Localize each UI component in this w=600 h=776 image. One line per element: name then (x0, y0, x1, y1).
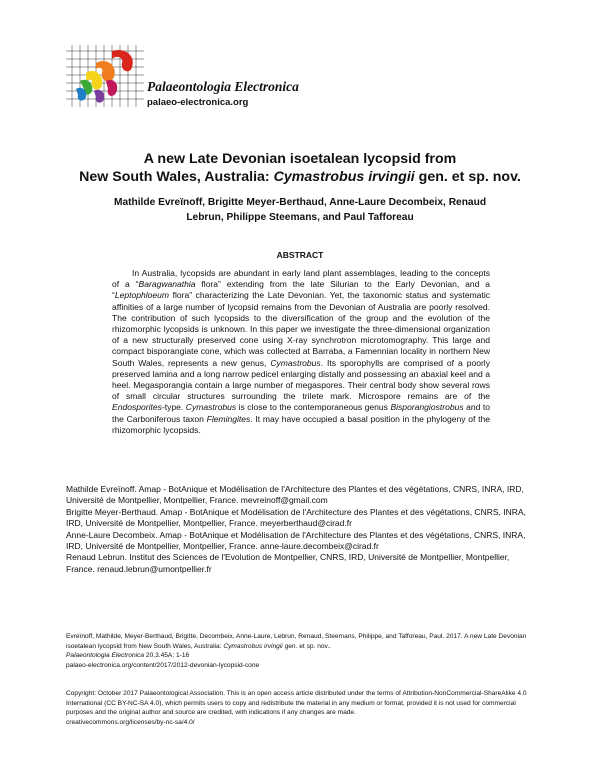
journal-url[interactable]: palaeo-electronica.org (147, 97, 249, 108)
affiliation-entry: Brigitte Meyer-Berthaud. Amap - BotAnique et Modélisation de l'Architecture des Plantes et des végétations, CNRS, INRA, IRD, Université de Montpellier, Montpellier, France. meyerberthaud@cirad.fr (66, 506, 526, 529)
affiliation-entry: Renaud Lebrun. Institut des Sciences de l'Evolution de Montpellier, CNRS, IRD, Université de Montpellier, Montpellier, France. renaud.lebrun@umontpellier.fr (66, 552, 510, 574)
abstract-run: flora” characterizing the Late Devonian. Yet, the taxonomic status and systematic affinities of a large number of lycopsid remains from the Devonian of Australia are poorly resolved. The contribution of such lycopsids to the diversification of the group and the evolution of the rhizomorphic lycopsids is unknown. In this paper we investigate the three-dimensional organization of a new structurally preserved cone using X-ray synchrotron microtomography. This large and compact bisporangiate cone, which was collected at Barraba, a Famennian locality in northern New South Wales, represents a new genus, (112, 290, 490, 368)
abstract-taxon: Endosporites (112, 402, 162, 413)
abstract-run: In Australia, lycopsids are abundant in early land plant assemblages, leading to the concepts of a “ (112, 268, 490, 290)
abstract-run: and to the Carboniferous taxon (112, 402, 490, 424)
citation-run: 20.3.45A: 1-16 (144, 652, 190, 660)
citation-journal: Palaeontologia Electronica (66, 652, 145, 660)
title-part: New South Wales, Australia: (79, 169, 274, 185)
license-url[interactable]: creativecommons.org/licenses/by-nc-sa/4.0/ (66, 719, 195, 727)
abstract-heading: ABSTRACT (276, 250, 324, 260)
title-line-1: A new Late Devonian isoetalean lycopsid from (143, 151, 457, 167)
affiliation-entry: Anne-Laure Decombeix. Amap - BotAnique et Modélisation de l'Architecture des Plantes et des végétations, CNRS, INRA, IRD, Université de Montpellier, Montpellier, France. anne-laure.decombeix@cirad.fr (66, 529, 526, 552)
abstract-taxon: Cymastrobus (185, 402, 237, 413)
citation-block (66, 632, 541, 671)
abstract-taxon: Baragwanathia (138, 279, 196, 290)
title-taxon: Cymastrobus irvingii (273, 169, 415, 185)
abstract-run: . Its sporophylls are comprised of a poorly preserved lamina and a long narrow pedicel enlarging distally and possessing an abaxial keel and a heel. Megasporangia contain a large number of megaspores. Their central body show several rows of small circular structures surrounding the trilete mark. Microspore remains are of the (112, 357, 490, 402)
abstract-run: . It may have occupied a basal position in the phylogeny of the rhizomorphic lycopsids. (112, 413, 490, 435)
author-affiliations (66, 484, 536, 575)
author-list (60, 196, 540, 225)
authors-line-2: Lebrun, Philippe Steemans, and Paul Tafforeau (186, 211, 414, 223)
citation-run: gen. et sp. nov.. (282, 642, 331, 650)
abstract-text (112, 268, 490, 436)
citation-text (66, 632, 541, 661)
abstract-taxon: Flemingites (206, 413, 251, 424)
title-part: gen. et sp. nov. (414, 169, 521, 185)
citation-url[interactable]: palaeo-electronica.org/content/2017/2012-devonian-lycopsid-cone (66, 662, 260, 670)
journal-name: Palaeontologia Electronica (147, 79, 299, 94)
article-title (40, 150, 560, 186)
affiliation-entry: Mathilde Evreïnoff. Amap - BotAnique et Modélisation de l'Architecture des Plantes et des végétations, CNRS, INRA, IRD, Université de Montpellier, Montpellier, France. mevreinoff@gmail.com (66, 484, 524, 506)
journal-masthead (147, 79, 299, 108)
abstract-taxon: Leptophloeum (114, 290, 170, 301)
abstract-run: flora” extending from the late Silurian to the Early Devonian, and a “ (112, 279, 490, 301)
authors-line-1: Mathilde Evreïnoff, Brigitte Meyer-Berthaud, Anne-Laure Decombeix, Renaud (113, 197, 487, 208)
abstract-run: -type. (161, 402, 186, 413)
abstract-taxon: Bisporangiostrobus (390, 402, 464, 413)
title-line-2 (40, 168, 560, 186)
citation-taxon: Cymastrobus irvingii (223, 642, 283, 650)
citation-run: Evreïnoff, Mathilde, Meyer-Berthaud, Brigitte, Decombeix, Anne-Laure, Lebrun, Renaud, Steemans, Philippe, and Tafforeau, Paul. 2017. A new Late Devonian isoetalean lycopsid from New South Wales, Australia: (66, 633, 527, 650)
journal-logo-icon (66, 45, 144, 107)
copyright-block (66, 689, 541, 728)
copyright-text: Copyright: October 2017 Palaeontological Association. This is an open access article distributed under the terms of Attribution-NonCommercial-ShareAlike 4.0 International (CC BY-NC-SA 4.0), which permits users to copy and redistribute the material in any medium or format, provided it is not used for commercial purposes and the original author and source are credited, with indications if any changes are made. (66, 690, 527, 717)
abstract-taxon: Cymastrobus (270, 357, 321, 368)
abstract-run: is close to the contemporaneous genus (236, 402, 391, 413)
